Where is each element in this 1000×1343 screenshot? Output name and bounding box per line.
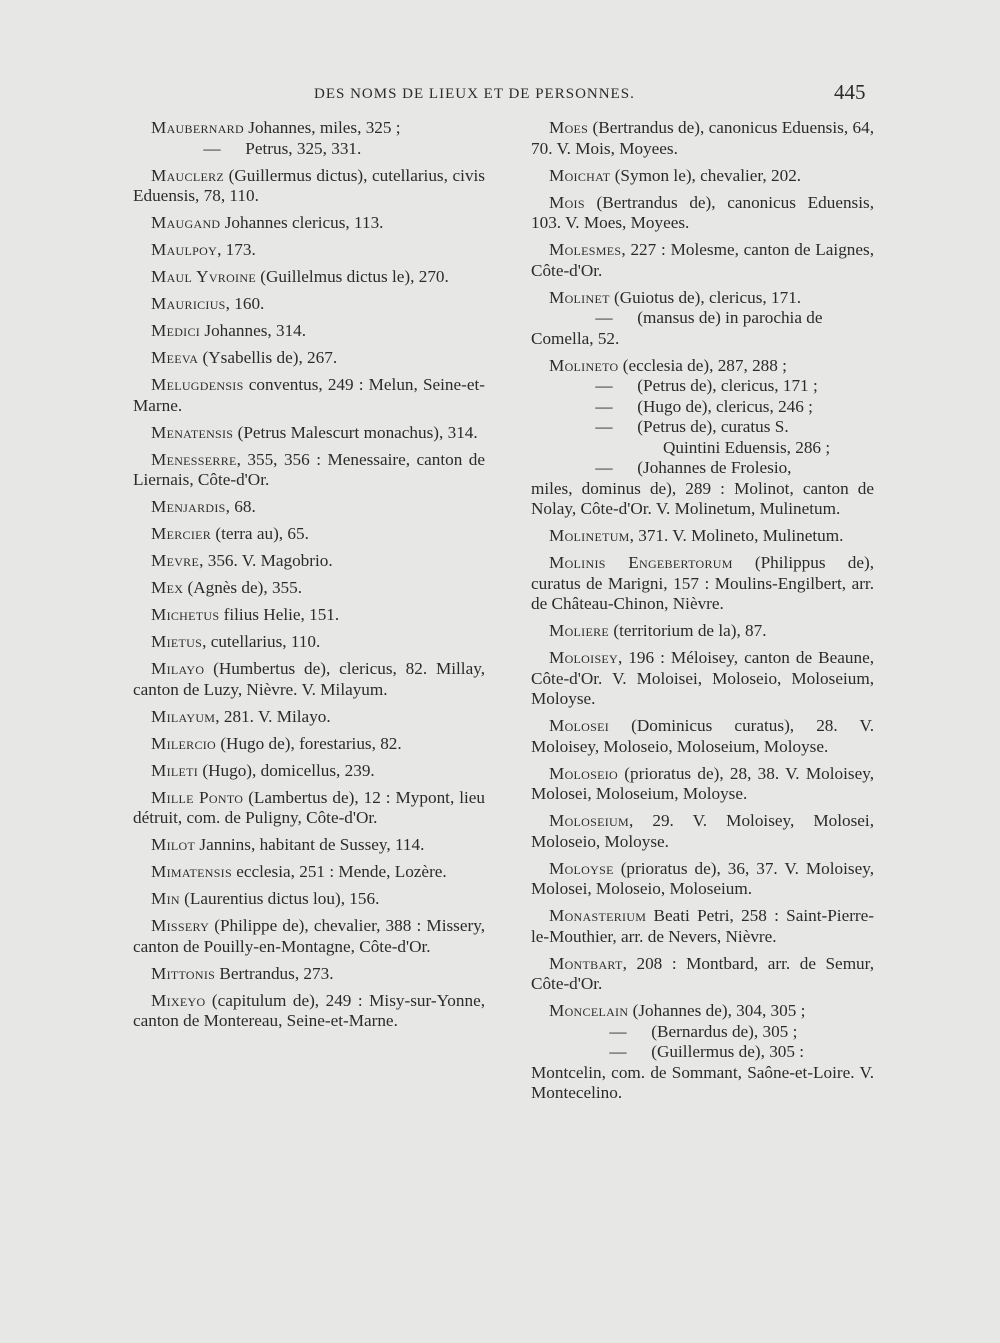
- index-entry: [133, 375, 485, 416]
- entry-text: (Guillermus dictus), cutellarius, civis Eduensis, 78, 110.: [133, 165, 485, 205]
- entry-text: Johannes, 314.: [200, 321, 307, 340]
- entry-headword: Moes: [549, 118, 589, 137]
- entry-headword: Mietus: [151, 632, 203, 651]
- entry-text: , 29. V. Moloisey, Molosei, Moloseio, Moloyse.: [531, 811, 874, 851]
- entry-headword: Molosei: [549, 716, 610, 735]
- index-entry: [531, 648, 874, 710]
- entry-headword: Missery: [151, 916, 210, 935]
- entry-text: , 227 : Molesme, canton de Laignes, Côte-d'Or.: [531, 240, 874, 280]
- index-entry: [133, 267, 485, 288]
- index-entry: [531, 716, 874, 757]
- entry-headword: Maugand: [151, 213, 221, 232]
- entry-headword: Mauricius: [151, 294, 226, 313]
- entry-headword: Medici: [151, 321, 201, 340]
- entry-text: Jannins, habitant de Sussey, 114.: [195, 835, 425, 854]
- subentry-text: (Petrus de), clericus, 171 ;: [637, 376, 818, 395]
- entry-headword: Mevre: [151, 551, 200, 570]
- index-column-left: [133, 118, 485, 1038]
- entry-text: (terra au), 65.: [211, 524, 309, 543]
- entry-text: ecclesia, 251 : Mende, Lozère.: [231, 862, 447, 881]
- index-entry: [531, 553, 874, 615]
- subentry-dash: —: [595, 417, 613, 436]
- index-entry: [133, 551, 485, 572]
- entry-headword: Mille Ponto: [151, 787, 244, 807]
- entry-text: , 68.: [225, 497, 256, 516]
- entry-text: (Petrus Malescurt monachus), 314.: [233, 422, 478, 442]
- index-entry: [133, 240, 485, 261]
- entry-text: (Agnès de), 355.: [183, 578, 303, 597]
- index-entry: [133, 348, 485, 369]
- entry-headword: Moloyse: [549, 858, 614, 878]
- index-entry: [531, 906, 874, 947]
- index-entry: [133, 835, 485, 856]
- entry-headword: Michetus: [151, 605, 220, 624]
- index-entry: [133, 321, 485, 342]
- index-entry: [531, 166, 874, 187]
- entry-headword: Maulpoy: [151, 240, 218, 259]
- entry-headword: Moloisey: [549, 648, 619, 667]
- index-column-right: [531, 118, 874, 1110]
- entry-text: (Johannes de), 304, 305 ;: [628, 1001, 806, 1020]
- entry-headword: Molinis Engebertorum: [549, 553, 733, 572]
- index-entry: [133, 991, 485, 1032]
- entry-headword: Moichat: [549, 165, 611, 185]
- subentry-dash: —: [595, 376, 613, 395]
- subentry-dash: —: [609, 1042, 627, 1061]
- entry-text: (Humbertus de), clericus, 82. Millay, canton de Luzy, Nièvre. V. Milayum.: [133, 659, 485, 699]
- entry-headword: Mercier: [151, 524, 212, 543]
- entry-continuation: miles, dominus de), 289 : Molinot, canton de Nolay, Côte-d'Or. V. Molinetum, Mulinetum.: [531, 478, 874, 518]
- index-entry: [133, 916, 485, 957]
- entry-headword: Monasterium: [549, 906, 647, 925]
- subentry-text: (Hugo de), clericus, 246 ;: [637, 396, 813, 416]
- index-entry: [133, 632, 485, 653]
- running-head: DES NOMS DE LIEUX ET DE PERSONNES.: [314, 86, 635, 102]
- subentry-text: Petrus, 325, 331.: [245, 138, 362, 158]
- entry-text: (Dominicus curatus), 28. V. Moloisey, Moloseio, Moloseium, Moloyse.: [531, 716, 874, 756]
- entry-text: (prioratus de), 36, 37. V. Moloisey, Molosei, Moloseio, Moloseium.: [531, 858, 874, 898]
- index-entry: [133, 166, 485, 207]
- subentry-dash: —: [595, 458, 613, 477]
- entry-headword: Molineto: [549, 355, 619, 375]
- index-subentry: [531, 458, 874, 479]
- entry-headword: Meeva: [151, 348, 199, 367]
- entry-text: , 281. V. Milayo.: [215, 706, 331, 726]
- index-entry: [133, 734, 485, 755]
- entry-text: (Ysabellis de), 267.: [198, 348, 338, 367]
- index-entry: [531, 954, 874, 995]
- entry-text: Bertrandus, 273.: [215, 963, 334, 983]
- index-entry: [133, 862, 485, 883]
- subentry-text: (Petrus de), curatus S.: [637, 417, 789, 436]
- subentry-text: (mansus de) in parochia de: [637, 308, 823, 327]
- entry-headword: Mex: [151, 578, 184, 597]
- index-entry: [133, 707, 485, 728]
- index-entry: [133, 964, 485, 985]
- subentry-dash: —: [203, 138, 221, 158]
- index-entry: [133, 497, 485, 518]
- entry-headword: Milercio: [151, 733, 217, 753]
- entry-headword: Menjardis: [151, 497, 226, 516]
- entry-headword: Mauclerz: [151, 165, 225, 185]
- entry-text: , 173.: [217, 240, 256, 259]
- entry-text: (Philippe de), chevalier, 388 : Missery, canton de Pouilly-en-Montagne, Côte-d'Or.: [133, 916, 485, 956]
- entry-text: conventus, 249 : Melun, Seine-et-Marne.: [133, 375, 485, 415]
- index-subentry: [531, 1042, 874, 1063]
- subentry-dash: —: [595, 308, 613, 327]
- index-subentry: [133, 139, 485, 160]
- entry-text: (Hugo de), forestarius, 82.: [216, 733, 402, 753]
- index-subentry: [531, 417, 874, 438]
- entry-text: (Hugo), domicellus, 239.: [198, 760, 375, 780]
- entry-headword: Molesmes: [549, 240, 622, 259]
- entry-text: , 371. V. Molineto, Mulinetum.: [629, 526, 844, 545]
- index-entry: [531, 118, 874, 159]
- subentry-dash: —: [595, 396, 613, 416]
- subentry-dash: —: [609, 1021, 627, 1041]
- index-subentry: [531, 376, 874, 397]
- entry-text: (Bertrandus de), canonicus Eduensis, 64, 70. V. Mois, Moyees.: [531, 118, 874, 158]
- index-entry: [531, 526, 874, 547]
- index-entry: [531, 764, 874, 805]
- page-number: 445: [834, 80, 866, 104]
- entry-text: (Lambertus de), 12 : Mypont, lieu détruit, com. de Puligny, Côte-d'Or.: [133, 787, 485, 827]
- index-entry: [531, 621, 874, 642]
- entry-text: (territorium de la), 87.: [609, 621, 767, 640]
- entry-headword: Mimatensis: [151, 862, 232, 881]
- entry-text: , cutellarius, 110.: [202, 632, 321, 651]
- index-entry: [133, 450, 485, 491]
- index-subentry: [531, 308, 874, 329]
- index-entry: [133, 524, 485, 545]
- entry-headword: Milayum: [151, 706, 216, 726]
- index-entry: [133, 659, 485, 700]
- index-entry: [133, 118, 485, 139]
- index-entry: [531, 193, 874, 234]
- entry-headword: Milot: [151, 835, 196, 854]
- entry-text: (prioratus de), 28, 38. V. Moloisey, Molosei, Moloseium, Moloyse.: [531, 763, 874, 803]
- entry-text: , 160.: [225, 294, 265, 313]
- index-entry: [531, 288, 874, 309]
- subentry-text: (Johannes de Frolesio,: [637, 458, 792, 477]
- entry-headword: Moliere: [549, 621, 610, 640]
- entry-text: , 355, 356 : Menessaire, canton de Liernais, Côte-d'Or.: [133, 449, 485, 489]
- index-subentry: [531, 397, 874, 418]
- entry-headword: Milayo: [151, 659, 205, 678]
- entry-headword: Melugdensis: [151, 375, 244, 394]
- entry-text: (ecclesia de), 287, 288 ;: [618, 355, 787, 375]
- entry-text: , 196 : Méloisey, canton de Beaune, Côte-d'Or. V. Moloisei, Moloseio, Moloseium, Moloyse.: [531, 648, 874, 708]
- entry-text: Johannes clericus, 113.: [220, 213, 384, 232]
- entry-headword: Moloseium: [549, 811, 629, 830]
- index-entry: [133, 578, 485, 599]
- index-entry: [133, 605, 485, 626]
- entry-headword: Maul Yvroine: [151, 267, 256, 286]
- entry-text: (Symon le), chevalier, 202.: [610, 165, 802, 185]
- index-entry: [531, 356, 874, 377]
- entry-text: Johannes, miles, 325 ;: [243, 118, 401, 137]
- entry-continuation: Montcelin, com. de Sommant, Saône-et-Loire. V. Montecelino.: [531, 1062, 874, 1102]
- entry-text: Beati Petri, 258 : Saint-Pierre-le-Mouthier, arr. de Nevers, Nièvre.: [531, 906, 874, 946]
- entry-headword: Mileti: [151, 760, 199, 780]
- index-entry: [531, 811, 874, 852]
- entry-headword: Molinet: [549, 287, 610, 307]
- index-entry: [133, 889, 485, 910]
- index-subentry: [531, 1022, 874, 1043]
- entry-continuation: Comella, 52.: [531, 328, 620, 348]
- subentry-text: (Guillermus de), 305 :: [651, 1042, 805, 1061]
- subentry-text: (Bernardus de), 305 ;: [651, 1021, 798, 1041]
- entry-text: , 356. V. Magobrio.: [199, 551, 333, 570]
- entry-headword: Maubernard: [151, 118, 244, 137]
- entry-text: (Bertrandus de), canonicus Eduensis, 103. V. Moes, Moyees.: [531, 192, 874, 232]
- entry-headword: Molinetum: [549, 526, 630, 545]
- entry-text: (Philippus de), curatus de Marigni, 157 : Moulins-Engilbert, arr. de Château-Chinon, Nièvre.: [531, 553, 874, 613]
- index-entry: [133, 788, 485, 829]
- index-entry: [133, 761, 485, 782]
- entry-headword: Mois: [549, 192, 585, 212]
- entry-headword: Montbart: [549, 953, 623, 973]
- entry-text: (Guiotus de), clericus, 171.: [609, 287, 802, 307]
- index-entry: [531, 859, 874, 900]
- index-entry: [133, 213, 485, 234]
- entry-text: filius Helie, 151.: [219, 605, 340, 624]
- entry-headword: Mixeyo: [151, 990, 206, 1010]
- index-entry: [531, 1001, 874, 1022]
- index-entry: [531, 240, 874, 281]
- entry-headword: Min: [151, 889, 180, 908]
- subentry-continuation: Quintini Eduensis, 286 ;: [663, 437, 831, 457]
- entry-headword: Moncelain: [549, 1001, 629, 1020]
- entry-text: (Laurentius dictus lou), 156.: [179, 889, 380, 908]
- entry-headword: Mittonis: [151, 963, 216, 983]
- index-entry: [133, 294, 485, 315]
- entry-headword: Menatensis: [151, 422, 234, 442]
- index-entry: [133, 423, 485, 444]
- entry-headword: Menesserre: [151, 449, 237, 469]
- entry-text: , 208 : Montbard, arr. de Semur, Côte-d'Or.: [531, 953, 874, 993]
- entry-text: (Guillelmus dictus le), 270.: [255, 267, 449, 286]
- entry-headword: Moloseio: [549, 763, 619, 783]
- entry-text: (capitulum de), 249 : Misy-sur-Yonne, canton de Montereau, Seine-et-Marne.: [133, 990, 485, 1030]
